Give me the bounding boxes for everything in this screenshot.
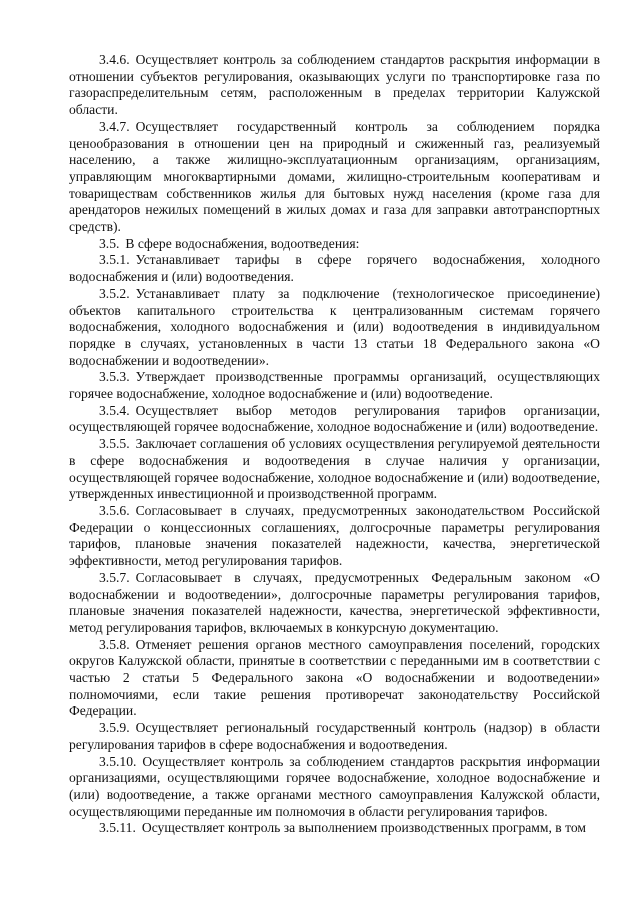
paragraph-text: Согласовывает в случаях, предусмотренных законодательством Российской Федерации о концессионных соглашениях, долгосрочные параметры регулирования тарифов, плановые значения показателей надежности, качества, энергетической эффективности, метод регулирования тарифов. — [69, 502, 600, 569]
paragraph-3-4-7 — [69, 119, 600, 236]
paragraph-text: Осуществляет контроль за соблюдением стандартов раскрытия информации организациями, осуществляющими горячее водоснабжение, холодное водоснабжение и (или) водоотведение, а также органами местного самоуправления Калужской области, осуществляющими переданные им полномочия в области регулирования тарифов. — [69, 753, 600, 819]
paragraph-3-5-11 — [69, 820, 600, 837]
paragraph-text: Устанавливает тарифы в сфере горячего водоснабжения, холодного водоснабжения и (или) водоотведения. — [69, 252, 600, 285]
paragraph-number: 3.5.2. — [99, 285, 130, 301]
paragraph-text: Осуществляет контроль за соблюдением стандартов раскрытия информации в отношении субъектов регулирования, оказывающих услуги по транспортировке газа по газораспределительным сетям, расположенным в пределах территории Калужской области. — [69, 52, 600, 118]
paragraph-3-5-5 — [69, 436, 600, 503]
paragraph-number: 3.5. — [99, 235, 120, 251]
paragraph-text: Осуществляет выбор методов регулирования тарифов организации, осуществляющей горячее водоснабжение, холодное водоснабжение и (или) водоотведение. — [69, 402, 600, 435]
paragraph-text: Отменяет решения органов местного самоуправления поселений, городских округов Калужской области, принятые в соответствии с переданными им в соответствии с частью 2 статьи 5 Федерального закона «О водоснабжении и водоотведении» полномочиями, если такие решения противоречат законодательству Российской Федерации. — [69, 636, 600, 719]
paragraph-text: Утверждает производственные программы организаций, осуществляющих горячее водоснабжение, холодное водоснабжение и (или) водоотведение. — [69, 369, 600, 402]
paragraph-number: 3.5.3. — [99, 369, 130, 385]
paragraph-number: 3.5.5. — [99, 436, 130, 452]
paragraph-3-5-7 — [69, 570, 600, 637]
paragraph-number: 3.5.4. — [99, 402, 130, 418]
paragraph-3-5-3 — [69, 369, 600, 402]
paragraph-3-5-8 — [69, 637, 600, 721]
paragraph-number: 3.5.1. — [99, 252, 130, 268]
paragraph-text: В сфере водоснабжения, водоотведения: — [125, 235, 360, 251]
paragraph-3-5-6 — [69, 503, 600, 570]
paragraph-3-5 — [69, 236, 600, 253]
paragraph-text: Заключает соглашения об условиях осуществления регулируемой деятельности в сфере водоснабжения и водоотведения в случае наличия у организации, осуществляющей горячее водоснабжение, холодное водоснабжение и (или) водоотведение, утвержденных инвестиционной и производственной программ. — [69, 436, 600, 502]
paragraph-number: 3.5.6. — [99, 502, 130, 518]
paragraph-text: Осуществляет контроль за выполнением производственных программ, в том — [141, 820, 587, 836]
paragraph-text: Устанавливает плату за подключение (технологическое присоединение) объектов капитального строительства к централизованным системам горячего водоснабжения, холодного водоснабжения и (или) водоотведения в индивидуальном порядке в случаях, установленных в части 13 статьи 18 Федерального закона «О водоснабжении и водоотведении». — [69, 285, 600, 368]
document-page — [69, 52, 600, 837]
paragraph-3-5-1 — [69, 252, 600, 285]
paragraph-number: 3.5.9. — [99, 720, 130, 736]
paragraph-3-5-4 — [69, 403, 600, 436]
paragraph-text: Осуществляет региональный государственный контроль (надзор) в области регулирования тарифов в сфере водоснабжения и водоотведения. — [69, 720, 600, 752]
paragraph-number: 3.4.7. — [99, 118, 130, 134]
paragraph-3-4-6 — [69, 52, 600, 119]
paragraph-number: 3.5.10. — [99, 753, 137, 769]
paragraph-3-5-2 — [69, 286, 600, 370]
paragraph-3-5-9 — [69, 720, 600, 753]
paragraph-3-5-10 — [69, 754, 600, 821]
paragraph-number: 3.4.6. — [99, 52, 130, 67]
paragraph-number: 3.5.7. — [99, 569, 130, 585]
paragraph-number: 3.5.11. — [99, 820, 136, 836]
paragraph-text: Согласовывает в случаях, предусмотренных Федеральным законом «О водоснабжении и водоотведении», долгосрочные параметры регулирования тарифов, плановые значения показателей надежности, качества, энергетической эффективности, метод регулирования тарифов, включаемых в конкурсную документацию. — [69, 569, 600, 635]
paragraph-number: 3.5.8. — [99, 636, 130, 652]
paragraph-text: Осуществляет государственный контроль за соблюдением порядка ценообразования в отношении цен на природный и сжиженный газ, реализуемый населению, а также жилищно-эксплуатационным организациям, организациям, управляющим многоквартирными домами, жилищно-строительным кооперативам и товариществам собственников жилья для бытовых нужд населения (кроме газа для арендаторов нежилых помещений в жилых домах и газа для заправки автотранспортных средств). — [69, 118, 600, 235]
